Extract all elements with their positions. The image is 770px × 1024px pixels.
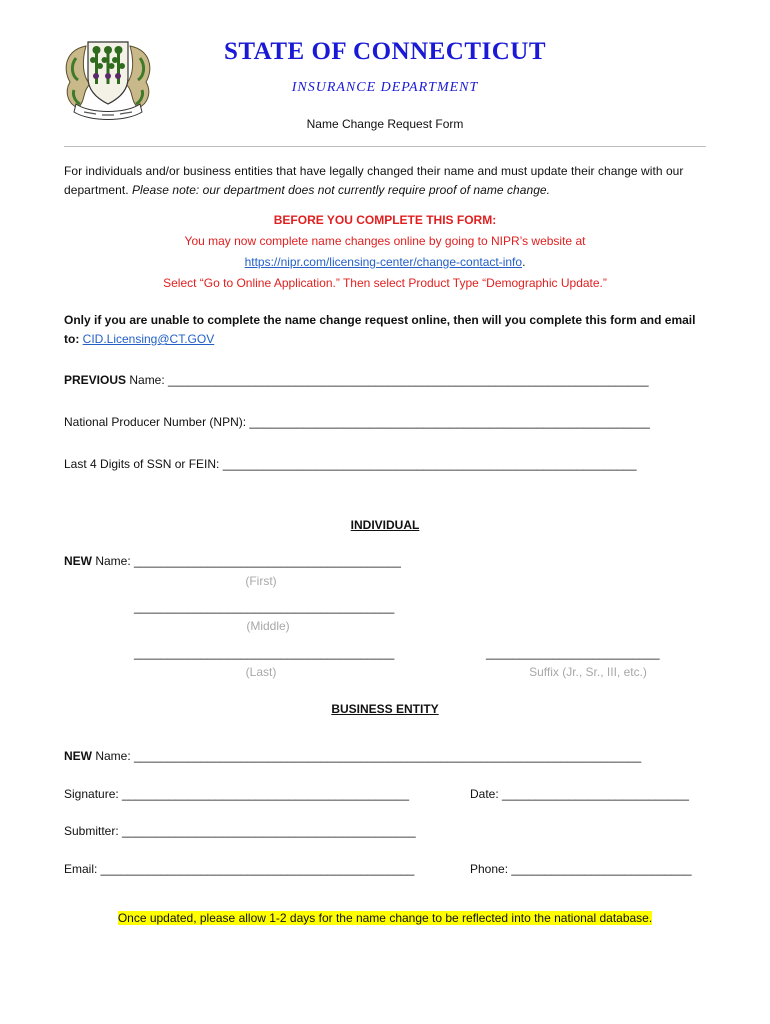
ssn-fein-field[interactable]: Last 4 Digits of SSN or FEIN: ______________________________________________________________ (64, 457, 637, 471)
footer-note-line (64, 909, 706, 928)
signature-field[interactable]: Signature: ___________________________________________ (64, 787, 410, 801)
middle-caption: (Middle) (246, 619, 290, 633)
email-instruction (64, 311, 714, 349)
email-link[interactable]: CID.Licensing@CT.GOV (82, 332, 215, 346)
previous-name-line: Name: ________________________________________________________________________ (126, 373, 649, 387)
previous-name-field[interactable] (64, 371, 649, 390)
middle-name-field[interactable]: _______________________________________ (134, 600, 395, 614)
notice-line: You may now complete name changes online by going to NIPR’s website at (184, 234, 586, 248)
business-new-name-field[interactable] (64, 747, 641, 766)
suffix-caption: Suffix (Jr., Sr., III, etc.) (529, 665, 647, 679)
intro-paragraph (64, 162, 714, 200)
nipr-link[interactable]: https://nipr.com/licensing-center/change-contact-info (244, 255, 523, 269)
new-name-line: Name: ________________________________________ (92, 554, 401, 568)
instruction-text: Only if you are unable to complete the name change request online, then will you complete this form and email to: (64, 313, 696, 346)
last-caption: (Last) (245, 665, 277, 679)
notice-instructions: Select “Go to Online Application.” Then select Product Type “Demographic Update.” (163, 276, 607, 290)
form-title: Name Change Request Form (306, 117, 464, 131)
phone-field[interactable]: Phone: ___________________________ (470, 862, 692, 876)
first-caption: (First) (245, 574, 277, 588)
intro-note: Please note: our department does not currently require proof of name change. (131, 183, 551, 197)
notice-heading: BEFORE YOU COMPLETE THIS FORM: (273, 213, 497, 227)
email-field[interactable]: Email: _______________________________________________ (64, 862, 415, 876)
department-name: INSURANCE DEPARTMENT (291, 80, 479, 95)
new-label-bold: NEW (64, 554, 92, 568)
header-divider (64, 146, 706, 147)
business-new-label-bold: NEW (64, 749, 92, 763)
individual-new-name-field[interactable] (64, 552, 401, 571)
footer-note: Once updated, please allow 1-2 days for the name change to be reflected into the national database. (117, 911, 653, 925)
individual-heading: INDIVIDUAL (350, 518, 420, 532)
previous-label-bold: PREVIOUS (64, 373, 127, 387)
date-field[interactable]: Date: ____________________________ (470, 787, 689, 801)
connecticut-seal-icon (56, 34, 160, 120)
notice-link-suffix: . (522, 255, 526, 269)
business-heading: BUSINESS ENTITY (331, 702, 439, 716)
last-name-field[interactable]: _______________________________________ (134, 646, 395, 660)
npn-field[interactable]: National Producer Number (NPN): ____________________________________________________________ (64, 415, 650, 429)
state-title: STATE OF CONNECTICUT (223, 38, 547, 65)
suffix-field[interactable]: __________________________ (486, 646, 660, 660)
submitter-field[interactable]: Submitter: ____________________________________________ (64, 824, 416, 838)
business-new-name-line: Name: ____________________________________________________________________________ (92, 749, 642, 763)
intro-text: For individuals and/or business entities that have legally changed their name and must update their change with our department. (64, 164, 684, 197)
notice-link-line (64, 253, 706, 272)
